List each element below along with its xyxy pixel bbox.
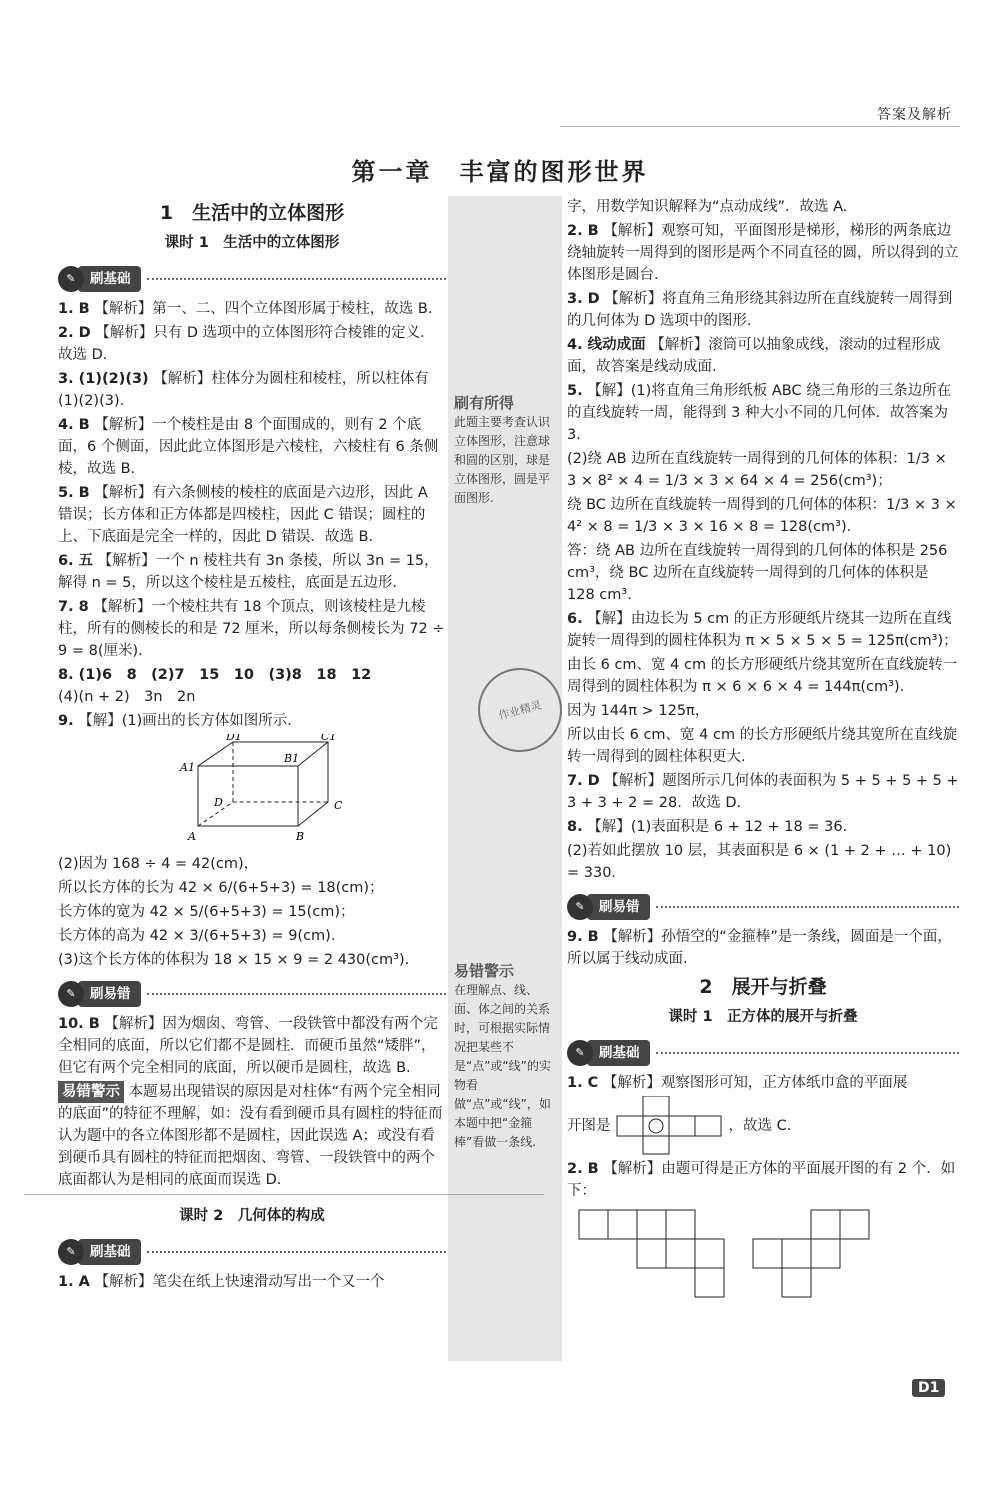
lesson-title: 课时 1 正方体的展开与折叠: [668, 1009, 858, 1025]
basic-banner: [58, 1239, 446, 1265]
banner-label: 刷基础: [78, 266, 141, 292]
answer-item: 3. D 【解析】将直角三角形绕其斜边所在直线旋转一周得到的几何体为 D 选项中的图形.: [567, 291, 953, 329]
answer-item: 4. 线动成面 【解析】滚筒可以抽象成线，滚动的过程形成面，故答案是线动成面.: [567, 337, 941, 375]
solution-line: 字，用数学知识解释为“点动成线”．故选 A.: [567, 199, 848, 215]
lesson-title: 课时 2 几何体的构成: [179, 1208, 325, 1224]
answer-item: 9. B 【解析】孙悟空的“金箍棒”是一条线，圆面是一个面，所以属于线动成面.: [567, 929, 952, 967]
warning-note: 易错警示 本题易出现错误的原因是对柱体“有两个完全相同的底面”的特征不理解，如：没有看到硬币具有圆柱的特征而认为题中的各立体图形都不是圆柱，因此误选 A；或没有看到硬币具有圆柱的特征而把烟囱、弯管、一段铁管中的两个底面都认为是相同的底面而误选 D.: [58, 1081, 446, 1191]
answer-item: 8. 【解】(1)表面积是 6 + 12 + 18 = 36.: [567, 819, 848, 835]
solution-line: 答：绕 AB 边所在直线旋转一周得到的几何体的体积是 256 cm³，绕 BC 边所在直线旋转一周得到的几何体的体积是 128 cm³.: [567, 543, 948, 603]
basic-banner: [58, 266, 446, 292]
note-text: 在理解点、线、面、体之间的关系时，可根据实际情况把某些不是“点”或“线”的实物看做“点”或“线”，如本题中把“金箍棒”看做一条线.: [454, 983, 551, 1149]
answer-item: 6. 【解】由边长为 5 cm 的正方形硬纸片绕其一边所在直线旋转一周得到的圆柱体积为 π × 5 × 5 × 5 = 125π(cm³)；: [567, 611, 958, 649]
solution-line: 长方体的高为 42 × 3/(6+5+3) = 9(cm).: [58, 928, 336, 944]
answer-item: 8. (1)6 8 (2)7 15 10 (3)8 18 12 (4)(n + 2) 3n 2n: [58, 667, 372, 705]
error-banner: [567, 894, 959, 920]
right-column: [567, 196, 959, 1309]
divider: [147, 278, 447, 280]
answer-item: 10. B 【解析】因为烟囱、弯管、一段铁管中都没有两个完全相同的底面，所以它们都不是圆柱．而硬币虽然“矮胖”，但它有两个完全相同的底面，所以硬币是圆柱，故选 B.: [58, 1016, 438, 1076]
banner-label: 刷基础: [587, 1040, 650, 1066]
answer-item: 2. B 【解析】由题可得是正方体的平面展开图的有 2 个．如下：: [567, 1161, 956, 1199]
divider: [656, 906, 960, 908]
vertex-label: A1: [180, 761, 195, 774]
vertex-label: C1: [321, 734, 337, 743]
fold-line: [24, 1194, 544, 1195]
margin-note-tip: [454, 394, 558, 508]
brush-icon: ✎: [567, 1040, 593, 1066]
answer-item: 1. C 【解析】观察图形可知，正方体纸巾盒的平面展: [567, 1075, 908, 1091]
solution-line: (2)绕 AB 边所在直线旋转一周得到的几何体的体积：1/3 × 3 × 8² × 4 = 1/3 × 3 × 64 × 4 = 256(cm³)；: [567, 451, 947, 489]
note-title: 易错警示: [454, 962, 515, 980]
divider: [147, 1251, 447, 1253]
brush-icon: ✎: [58, 266, 84, 292]
answer-item: 4. B 【解析】一个棱柱是由 8 个面围成的，则有 2 个底面，6 个侧面，因此此立体图形是六棱柱，六棱柱有 6 条侧棱，故选 B.: [58, 417, 439, 477]
section-title: 1 生活中的立体图形: [159, 202, 345, 224]
margin-notes-band: [448, 196, 562, 1361]
answer-item: 1. A 【解析】笔尖在纸上快速滑动写出一个又一个: [58, 1274, 385, 1290]
basic-banner: [567, 1040, 959, 1066]
warning-label: 易错警示: [58, 1081, 124, 1103]
answer-item: 3. (1)(2)(3) 【解析】柱体分为圆柱和棱柱，所以柱体有(1)(2)(3).: [58, 371, 429, 409]
answer-item: 1. B 【解析】第一、二、四个立体图形属于棱柱，故选 B.: [58, 301, 433, 317]
section-title: 2 展开与折叠: [699, 976, 827, 998]
divider: [656, 1052, 960, 1054]
answer-item: 5. B 【解析】有六条侧棱的棱柱的底面是六边形，因此 A 错误；长方体和正方体都是四棱柱，因此 C 错误；圆柱的上、下底面是完全一样的，因此 D 错误．故选 B.: [58, 485, 428, 545]
note-text: 此题主要考查认识立体图形，注意球和圆的区别，球是立体图形，圆是平面图形.: [454, 415, 551, 505]
solution-line: (3)这个长方体的体积为 18 × 15 × 9 = 2 430(cm³).: [58, 952, 410, 968]
answer-item: 7. 8 【解析】一个棱柱共有 18 个顶点，则该棱柱是九棱柱，所有的侧棱长的和是 72 厘米，所以每条侧棱长为 72 ÷ 9 = 8(厘米).: [58, 599, 445, 659]
answer-item: 5. 【解】(1)将直角三角形纸板 ABC 绕三角形的三条边所在的直线旋转一周，能得到 3 种大小不同的几何体．故答案为 3.: [567, 383, 952, 443]
solution-line: 绕 BC 边所在直线旋转一周得到的几何体的体积：1/3 × 3 × 4² × 8 = 1/3 × 3 × 16 × 8 = 128(cm³).: [567, 497, 957, 535]
answer-item: 6. 五 【解析】一个 n 棱柱共有 3n 条棱，所以 3n = 15，解得 n = 5，所以这个棱柱是五棱柱，底面是五边形.: [58, 553, 439, 591]
note-title: 刷有所得: [454, 394, 515, 412]
answer-item: 2. D 【解析】只有 D 选项中的立体图形符合棱锥的定义．故选 D.: [58, 325, 435, 363]
left-column: [58, 196, 446, 1295]
solution-line: 所以由长 6 cm、宽 4 cm 的长方形硬纸片绕其宽所在直线旋转一周得到的圆柱体积更大.: [567, 727, 958, 765]
solution-line: (2)因为 168 ÷ 4 = 42(cm)，: [58, 856, 259, 872]
solution-line: (2)若如此摆放 10 层，其表面积是 6 × (1 + 2 + … + 10) = 330.: [567, 843, 952, 881]
vertex-label: D1: [226, 734, 242, 743]
error-banner: [58, 981, 446, 1007]
cube-nets-figure: [567, 1208, 927, 1302]
stamp-logo: 作业精灵: [469, 659, 572, 762]
lesson-title: 课时 1 生活中的立体图形: [164, 235, 340, 251]
divider: [147, 993, 447, 995]
solution-line: 因为 144π > 125π，: [567, 703, 710, 719]
vertex-label: D: [214, 796, 223, 809]
cuboid-figure: [58, 734, 446, 846]
vertex-label: B: [296, 830, 305, 843]
answer-item-cont: 开图是 ，故选 C.: [567, 1096, 959, 1156]
brush-icon: ✎: [58, 981, 84, 1007]
solution-line: 由长 6 cm、宽 4 cm 的长方形硬纸片绕其宽所在直线旋转一周得到的圆柱体积为 π × 6 × 6 × 4 = 144π(cm³).: [567, 657, 958, 695]
margin-note-warning: [454, 962, 558, 1152]
vertex-label: A: [188, 830, 196, 843]
answer-item: 2. B 【解析】观察可知，平面图形是梯形，梯形的两条底边绕轴旋转一周得到的图形是两个不同直径的圆，所以得到的立体图形是圆台.: [567, 223, 959, 283]
header-rule: [560, 126, 960, 127]
solution-line: 长方体的宽为 42 × 5/(6+5+3) = 15(cm)；: [58, 904, 355, 920]
banner-label: 刷易错: [78, 981, 141, 1007]
vertex-label: B1: [284, 752, 300, 765]
brush-icon: ✎: [567, 894, 593, 920]
answer-item: 9. 【解】(1)画出的长方体如图所示.: [58, 713, 292, 729]
brush-icon: ✎: [58, 1239, 84, 1265]
answer-item: 7. D 【解析】题图所示几何体的表面积为 5 + 5 + 5 + 5 + 3 + 3 + 2 = 28．故选 D.: [567, 773, 959, 811]
running-header: 答案及解析: [877, 107, 952, 123]
chapter-title: 第一章 丰富的图形世界: [351, 158, 649, 186]
banner-label: 刷基础: [78, 1239, 141, 1265]
net-figure: [615, 1096, 725, 1156]
vertex-label: C: [334, 799, 343, 812]
banner-label: 刷易错: [587, 894, 650, 920]
solution-line: 所以长方体的长为 42 × 6/(6+5+3) = 18(cm)；: [58, 880, 384, 896]
page-number: D1: [912, 1379, 945, 1397]
